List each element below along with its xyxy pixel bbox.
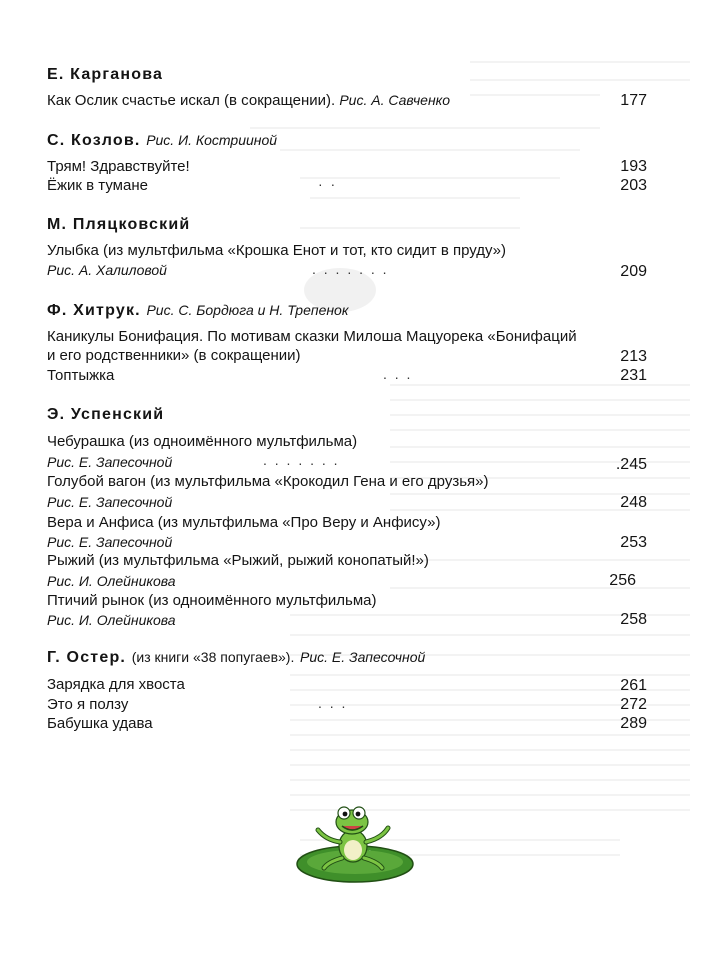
toc-entry-title[interactable]: Улыбка (из мультфильма «Крошка Енот и тот, кто сидит в пруду») — [47, 242, 507, 259]
source-note: (из книги «38 попугаев»). — [131, 649, 295, 665]
page-number: 256 — [609, 572, 636, 589]
toc-entry-title[interactable]: Бабушка удава — [47, 715, 153, 732]
illustrator-credit: Рис. И. Олейникова — [47, 612, 176, 628]
leader-dots: . . . — [383, 366, 413, 382]
illustrator-credit: Рис. А. Савченко — [339, 92, 451, 108]
page-number: 193 — [620, 158, 647, 175]
page-number: 177 — [620, 92, 647, 109]
toc-entry-title[interactable]: Каникулы Бонифация. По мотивам сказки Милоша Мацуорека «Бонифаций — [47, 328, 577, 345]
toc-entry-title[interactable]: Рыжий (из мультфильма «Рыжий, рыжий конопатый!») — [47, 552, 429, 569]
illustrator-credit: Рис. А. Халиловой — [47, 262, 167, 278]
leader-dots: · · — [318, 176, 338, 192]
toc-entry-title-cont[interactable]: и его родственники» (в сокращении) — [47, 347, 301, 364]
illustrator-credit: Рис. С. Бордюга и Н. Трепенок — [146, 302, 349, 318]
page-number: 258 — [620, 611, 647, 628]
page-number: 272 — [620, 696, 647, 713]
page-number: 248 — [620, 494, 647, 511]
author-khitruk: Ф. Хитрук. Рис. С. Бордюга и Н. Трепенок — [47, 302, 349, 319]
page-number: 289 — [620, 715, 647, 732]
author-uspensky: Э. Успенский — [47, 406, 165, 423]
page-number: 231 — [620, 367, 647, 384]
toc-entry-title[interactable]: Зарядка для хвоста — [47, 676, 185, 693]
illustrator-credit: Рис. Е. Запесочной — [47, 494, 173, 510]
illustrator-credit: Рис. Е. Запесочной — [47, 454, 173, 470]
toc-entry-title[interactable]: Это я ползу — [47, 696, 129, 713]
page-number: .245 — [615, 456, 647, 473]
toc-entry-title[interactable]: Чебурашка (из одноимённого мультфильма) — [47, 433, 358, 450]
toc-entry-title[interactable]: Ёжик в тумане — [47, 177, 148, 194]
illustrator-credit: Рис. Е. Запесочной — [47, 534, 173, 550]
author-kozlov: С. Козлов. Рис. И. Кострииной — [47, 132, 278, 149]
page-number: 261 — [620, 677, 647, 694]
page-number: 253 — [620, 534, 647, 551]
page-number: 209 — [620, 263, 647, 280]
page-number: 203 — [620, 177, 647, 194]
author-oster: Г. Остер. (из книги «38 попугаев»). Рис. Е. Запесочной — [47, 649, 426, 666]
leader-dots: . . . — [318, 695, 348, 711]
toc-entry-title[interactable]: Голубой вагон (из мультфильма «Крокодил Гена и его друзья») — [47, 473, 489, 490]
frog-illustration — [290, 788, 420, 888]
toc-entry-title[interactable]: Вера и Анфиса (из мультфильма «Про Веру и Анфису») — [47, 514, 441, 531]
illustrator-credit: Рис. И. Кострииной — [146, 132, 278, 148]
toc-entry-title[interactable]: Трям! Здравствуйте! — [47, 158, 190, 175]
illustrator-credit: Рис. Е. Запесочной — [300, 649, 426, 665]
leader-dots: . . . . . . . — [312, 261, 389, 277]
toc-entry-title[interactable]: Как Ослик счастье искал (в сокращении). Рис. А. Савченко — [47, 92, 451, 109]
author-plyatskovsky: М. Пляцковский — [47, 216, 191, 233]
toc-entry-title[interactable]: Топтыжка — [47, 367, 115, 384]
leader-dots: . . . . . . . — [263, 452, 340, 468]
author-karganova: Е. Карганова — [47, 66, 164, 83]
illustrator-credit: Рис. И. Олейникова — [47, 573, 176, 589]
toc-entry-title[interactable]: Птичий рынок (из одноимённого мультфильма) — [47, 592, 377, 609]
page-number: 213 — [620, 348, 647, 365]
